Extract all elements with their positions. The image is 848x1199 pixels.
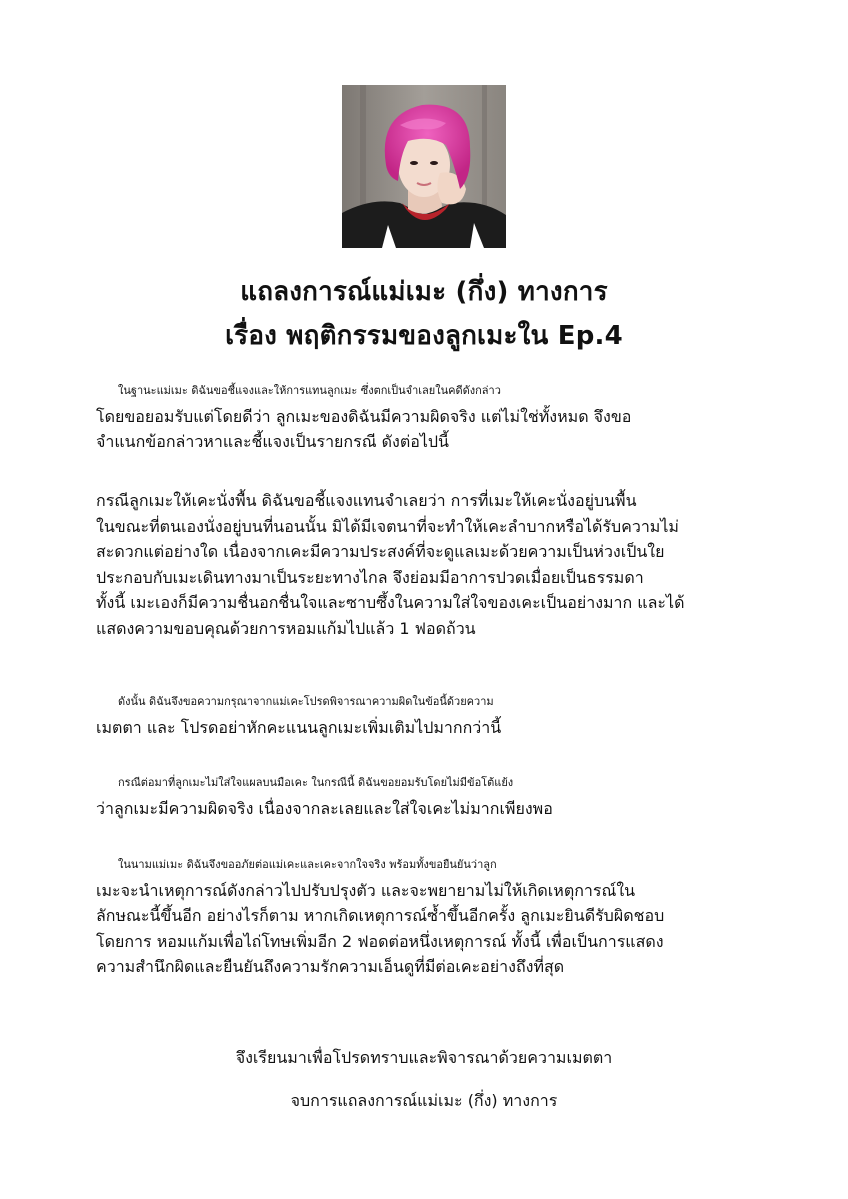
paragraph-line: จำแนกข้อกล่าวหาและชี้แจงเป็นรายกรณี ดังต่อไปนี้ xyxy=(96,432,449,451)
paragraph-case-hand-wound xyxy=(96,770,786,821)
paragraph-line: แสดงความขอบคุณด้วยการหอมแก้มไปแล้ว 1 ฟอดถ้วน xyxy=(96,618,476,638)
paragraph-line: ทั้งนี้ เมะเองก็มีความชื่นอกชื่นใจและซาบซึ้งในความใส่ใจของเคะเป็นอย่างมาก และได้ xyxy=(96,593,685,612)
paragraph-line: ประกอบกับเมะเดินทางมาเป็นระยะทางไกล จึงย่อมมีอาการปวดเมื่อยเป็นธรรมดา xyxy=(96,567,644,587)
paragraph-line: ว่าลูกเมะมีความผิดจริง เนื่องจากละเลยและใส่ใจเคะไม่มากเพียงพอ xyxy=(96,798,553,818)
paragraph-line: ในขณะที่ตนเองนั่งอยู่บนที่นอนนั้น มิได้มีเจตนาที่จะทำให้เคะลำบากหรือได้รับความไม่ xyxy=(96,516,679,536)
closing-line-1: จึงเรียนมาเพื่อโปรดทราบและพิจารณาด้วยความเมตตา xyxy=(235,1048,613,1067)
portrait-photo xyxy=(342,85,506,248)
paragraph-line: โดยการ หอมแก้มเพื่อไถ่โทษเพิ่มอีก 2 ฟอดต่อหนึ่งเหตุการณ์ ทั้งนี้ เพื่อเป็นการแสดง xyxy=(96,931,664,951)
paragraph-line: สะดวกแต่อย่างใด เนื่องจากเคะมีความประสงค์ที่จะดูแลเมะด้วยความเป็นห่วงเป็นใย xyxy=(96,542,665,561)
page-title-line-1: แถลงการณ์แม่เมะ (กึ่ง) ทางการ xyxy=(240,277,608,307)
paragraph-line: โดยขอยอมรับแต่โดยดีว่า ลูกเมะของดิฉันมีความผิดจริง แต่ไม่ใช่ทั้งหมด จึงขอ xyxy=(96,406,632,426)
paragraph-intro xyxy=(96,378,786,455)
paragraph-line: กรณีลูกเมะให้เคะนั่งพื้น ดิฉันขอชี้แจงแทนจำเลยว่า การที่เมะให้เคะนั่งอยู่บนพื้น xyxy=(96,491,637,510)
paragraph-line: ลักษณะนี้ขึ้นอีก อย่างไรก็ตาม หากเกิดเหตุการณ์ซ้ำขึ้นอีกครั้ง ลูกเมะยินดีรับผิดชอบ xyxy=(96,906,665,925)
paragraph-request-mercy xyxy=(96,689,786,740)
paragraph-line: ในนามแม่เมะ ดิฉันจึงขออภัยต่อแม่เคะและเคะจากใจจริง พร้อมทั้งขอยืนยันว่าลูก xyxy=(118,858,497,871)
paragraph-apology xyxy=(96,852,786,980)
paragraph-line: ในฐานะแม่เมะ ดิฉันขอชี้แจงและให้การแทนลูกเมะ ซึ่งตกเป็นจำเลยในคดีดังกล่าว xyxy=(118,384,501,397)
page-title-line-2: เรื่อง พฤติกรรมของลูกเมะใน Ep.4 xyxy=(225,321,623,351)
paragraph-line: เมตตา และ โปรดอย่าหักคะแนนลูกเมะเพิ่มเติมไปมากกว่านี้ xyxy=(96,717,502,737)
paragraph-line: ความสำนึกผิดและยืนยันถึงความรักความเอ็นดูที่มีต่อเคะอย่างถึงที่สุด xyxy=(96,957,565,976)
paragraph-case-sitting-floor xyxy=(96,488,786,641)
closing-line-2: จบการแถลงการณ์แม่เมะ (กึ่ง) ทางการ xyxy=(290,1091,558,1110)
portrait-photo-icon xyxy=(342,85,506,248)
paragraph-line: ดังนั้น ดิฉันจึงขอความกรุณาจากแม่เคะโปรดพิจารณาความผิดในข้อนี้ด้วยความ xyxy=(118,695,494,708)
paragraph-line: กรณีต่อมาที่ลูกเมะไม่ใส่ใจแผลบนมือเคะ ในกรณีนี้ ดิฉันขอยอมรับโดยไม่มีข้อโต้แย้ง xyxy=(118,776,514,789)
paragraph-line: เมะจะนำเหตุการณ์ดังกล่าวไปปรับปรุงตัว และจะพยายามไม่ให้เกิดเหตุการณ์ใน xyxy=(96,880,636,900)
